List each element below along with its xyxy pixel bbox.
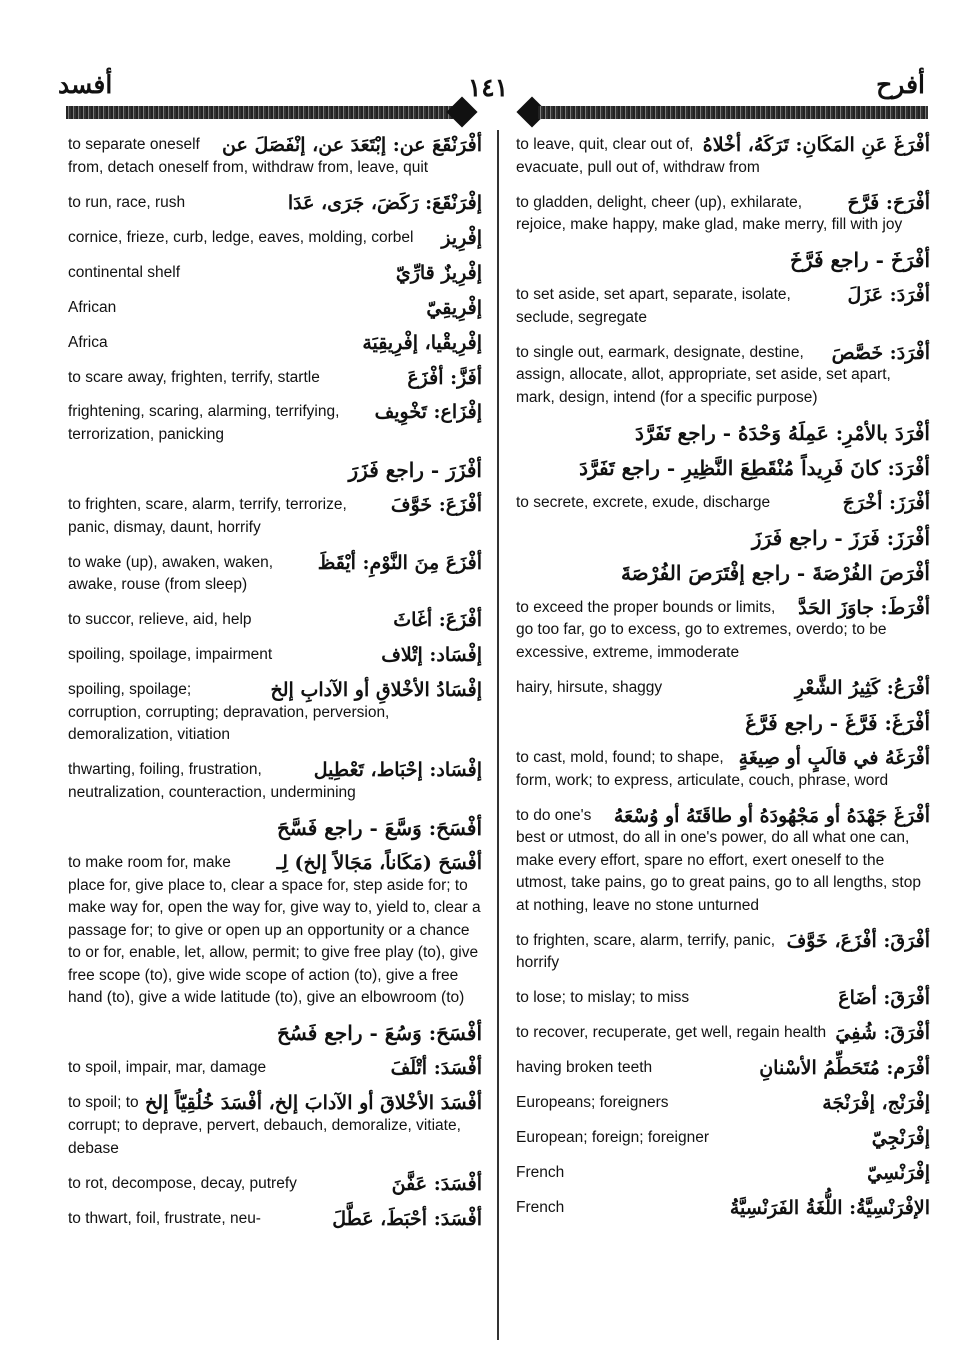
dictionary-entry <box>516 192 930 237</box>
english-definition: to do one's best or utmost, do all in one's power, do all what one can, make every effort, spare no effort, exert oneself to the utmost, take pains, go to great pains, go to all lengths, stop at nothing, leave no stone unturned <box>516 806 921 914</box>
english-definition: hairy, hirsute, shaggy <box>516 678 663 696</box>
english-definition: to make room for, make place for, give place to, clear a space for, step aside for; to make way for, open the way for, give way to, yield to, clear a passage for; to give or open up an opportunity or a chance to or for, enable, let, allow, permit; to give free play (to), give free scope (to), give wide scope of action (to), give a free hand (to), give a wide latitude (to), give an elbowroom (to) <box>68 853 481 1007</box>
dictionary-entry <box>68 1208 482 1231</box>
english-definition: French <box>516 1199 565 1217</box>
dictionary-entry <box>516 342 930 410</box>
english-definition: to frighten, scare, alarm, terrify, terrorize, panic, dismay, daunt, horrify <box>68 496 347 536</box>
arabic-headword: أفْرَغَهُ في قالَبٍ أو صِيغَةٍ <box>738 746 930 769</box>
arabic-headword: إفْرَنْسِيّ <box>867 1162 930 1185</box>
arabic-headword: أفْرَقَ: شُفِيَ <box>835 1022 930 1045</box>
arabic-headword: أفْزَرَ - راجع فَزَرَ <box>348 458 482 483</box>
arabic-headword: أفْسَحَ: وَسَّعَ - راجع فَسَّحَ <box>277 815 482 840</box>
header-rule-left <box>66 106 458 119</box>
left-column <box>68 134 482 1243</box>
english-definition: to spoil, impair, mar, damage <box>68 1059 267 1077</box>
arabic-headword: أفْرَزَ: فَرَزَ - راجع فَرَزَ <box>751 525 930 550</box>
dictionary-entry <box>516 987 930 1010</box>
page-number: ١٤١ <box>467 73 509 102</box>
dictionary-entry <box>68 494 482 539</box>
arabic-headword: إفْرَنْجِيّ <box>871 1127 930 1150</box>
english-definition: continental shelf <box>68 263 181 281</box>
english-definition: cornice, frieze, curb, ledge, eaves, molding, corbel <box>68 228 414 246</box>
arabic-headword: أفْرَصَ الفُرْصَةَ - راجع إفْتَرَصَ الفُرْصَةَ <box>620 560 930 585</box>
arabic-headword: إفْرِيزٌ قارِّيّ <box>395 261 482 284</box>
dictionary-entry <box>516 134 930 179</box>
arabic-headword: أفْزَعَ مِنَ النَّوْمِ: أيْقَظَ <box>317 551 482 574</box>
dictionary-entry <box>68 1057 482 1080</box>
arabic-headword: أفْرَزَ: أخْرَجَ <box>842 491 930 514</box>
guide-word-left: أفسد <box>58 70 113 99</box>
arabic-headword: أفْسَدَ: أتْلَفَ <box>390 1057 482 1080</box>
dictionary-entry <box>516 1162 930 1185</box>
arabic-headword: أفْرَقَ: أفْزَعَ، خَوَّفَ <box>786 929 930 952</box>
dictionary-entry <box>516 747 930 792</box>
dictionary-entry <box>516 527 930 550</box>
arabic-headword: أفْرَحَ: فَرَّحَ <box>847 191 930 214</box>
dictionary-entry <box>516 284 930 329</box>
arabic-headword: أفْرَعُ: كَثِيرُ الشَّعْرِ <box>794 676 930 699</box>
arabic-headword: إفْسَادُ الأخْلاقِ أو الآدابِ إلخ <box>270 679 482 702</box>
dictionary-entry <box>68 644 482 667</box>
dictionary-entry <box>516 249 930 272</box>
arabic-headword: أفْرَدَ: خَصَّصَ <box>831 341 930 364</box>
arabic-headword: إفْرَنْج، إفْرَنْجَة <box>822 1092 930 1115</box>
english-definition: Europeans; foreigners <box>516 1094 669 1112</box>
arabic-headword: أفْرَدَ بالأمْرِ: عَمِلَهُ وَحْدَهُ - راجع تَفَرَّدَ <box>634 420 930 445</box>
guide-word-right: أفرح <box>876 70 925 99</box>
dictionary-entry <box>68 192 482 215</box>
dictionary-entry <box>68 1022 482 1045</box>
arabic-headword: أفْرَطَ: جاوَزَ الحَدَّ <box>798 596 930 619</box>
english-definition: to gladden, delight, cheer (up), exhilarate, rejoice, make happy, make glad, make merry, fill with joy <box>516 193 903 234</box>
arabic-headword: أفْرَغَ: فَرَّغَ - راجع فَرَّغَ <box>745 710 930 735</box>
english-definition: frightening, scaring, alarming, terrifying, terrorization, panicking <box>68 403 340 444</box>
dictionary-entry <box>68 401 482 446</box>
english-definition: French <box>516 1164 565 1182</box>
dictionary-entry <box>516 492 930 515</box>
arabic-headword: أفْزَعَ: أغَاثَ <box>393 609 482 632</box>
english-definition: to scare away, frighten, terrify, startle <box>68 368 320 386</box>
arabic-headword: أفْرَدَ: كانَ فَرِيداً مُنْقَطِعَ النَّظِيرِ - راجع تَفَرَّدَ <box>579 455 930 480</box>
arabic-headword: إفْسَاد: إتْلاف <box>381 644 482 667</box>
english-definition: to cast, mold, found; to shape, form, work; to express, articulate, couch, phrase, word <box>516 748 889 789</box>
arabic-headword: أفْرَم: مُتَحَطِّمُ الأسْنانِ <box>759 1057 930 1080</box>
dictionary-entry <box>68 759 482 804</box>
dictionary-entry <box>68 852 482 1010</box>
dictionary-entry <box>516 457 930 480</box>
arabic-headword: إفْزَاع: تَخْوِيف <box>374 401 482 424</box>
english-definition: spoiling, spoilage, impairment <box>68 646 273 664</box>
english-definition: thwarting, foiling, frustration, neutralization, counteraction, undermining <box>68 761 356 801</box>
arabic-headword: أفْرَدَ: عَزَلَ <box>847 284 930 307</box>
arabic-headword: إفْرِيقْيا، إفْرِيقِيَة <box>362 331 482 354</box>
arabic-headword: إفْرَنْقَعَ: رَكَضَ، جَرَى، عَدَا <box>287 191 482 214</box>
arabic-headword: أفْسَدَ: أحْبَطَ، عَطَّلَ <box>332 1207 482 1230</box>
english-definition: having broken teeth <box>516 1059 653 1077</box>
english-definition: to recover, recuperate, get well, regain health <box>516 1024 827 1042</box>
dictionary-entry <box>516 422 930 445</box>
dictionary-entry <box>68 1092 482 1160</box>
dictionary-entry <box>68 552 482 597</box>
arabic-headword: أفْرَنْقَعَ عن: إبْتَعَدَ عن، إنْفَصَلَ عن <box>222 134 482 156</box>
arabic-headword: أفْرَغَ جَهْدَهُ أو مَجْهُودَهُ أو طاقَتَهُ أو وُسْعَهُ <box>613 804 930 827</box>
dictionary-entry <box>68 1173 482 1196</box>
english-definition: African <box>68 298 117 316</box>
arabic-headword: الإفْرَنْسِيَّةُ: اللُّغَةُ الفَرَنْسِيَّةُ <box>729 1197 930 1220</box>
arabic-headword: أفْرَخَ - راجع فَرَّخَ <box>790 248 930 273</box>
arabic-headword: أفْرَقَ: أضَاعَ <box>838 987 930 1010</box>
english-definition: to frighten, scare, alarm, terrify, panic, horrify <box>516 931 776 972</box>
arabic-headword: أفْسَحَ (مَكَاناً، مَجَالاً إلخ) لِـ <box>276 851 482 874</box>
arabic-headword: أفْسَدَ الأخْلاقَ أو الآدابَ إلخ، أفْسَدَ خُلُقِيّاً إلخ <box>145 1092 482 1115</box>
dictionary-entry <box>68 332 482 355</box>
dictionary-entry <box>516 930 930 975</box>
english-definition: to spoil; to corrupt; to deprave, pervert, debauch, demoralize, vitiate, debase <box>68 1094 461 1157</box>
arabic-headword: إفْرِيقِيّ <box>426 296 482 319</box>
dictionary-entry <box>68 679 482 747</box>
arabic-headword: أفْسَدَ: عَفَّنَ <box>391 1172 482 1195</box>
english-definition: to separate oneself from, detach oneself from, withdraw from, leave, quit <box>68 136 429 176</box>
english-definition: to single out, earmark, designate, destine, assign, allocate, allot, appropriate, set aside, set apart, mark, design, intend (for a specific purpose) <box>516 343 891 406</box>
dictionary-entry <box>68 609 482 632</box>
dictionary-entry <box>68 367 482 390</box>
arabic-headword: أفْرَغَ عَنِ المَكَانِ: تَرَكَهُ، أخْلاهُ <box>702 134 930 156</box>
dictionary-entry <box>516 1022 930 1045</box>
english-definition: to set aside, set apart, separate, isolate, seclude, segregate <box>516 286 791 326</box>
dictionary-entry <box>516 712 930 735</box>
dictionary-entry <box>68 297 482 320</box>
dictionary-entry <box>516 597 930 665</box>
dictionary-entry <box>68 134 482 179</box>
english-definition: to thwart, foil, frustrate, neu- <box>68 1209 261 1227</box>
english-definition: to exceed the proper bounds or limits, go too far, go to excess, go to extremes, overdo; to be excessive, extreme, immoderate <box>516 598 887 661</box>
right-column <box>516 134 930 1232</box>
arabic-headword: أفْسَحَ: وَسُعَ - راجع فَسُحَ <box>277 1021 482 1046</box>
arabic-headword: إفْرِيز <box>441 226 482 249</box>
dictionary-entry <box>68 262 482 285</box>
english-definition: to rot, decompose, decay, putrefy <box>68 1174 297 1192</box>
english-definition: to run, race, rush <box>68 193 186 211</box>
dictionary-entry <box>516 562 930 585</box>
arabic-headword: إفْسَاد: إحْبَاط، تَعْطِيل <box>313 759 482 782</box>
arabic-headword: أفَزَّ: أفْزَعَ <box>407 366 482 389</box>
dictionary-entry <box>68 459 482 482</box>
header-rule-right <box>538 106 928 119</box>
dictionary-entry <box>68 817 482 840</box>
dictionary-entry <box>68 227 482 250</box>
dictionary-entry <box>516 1127 930 1150</box>
dictionary-entry <box>516 805 930 918</box>
dictionary-entry <box>516 677 930 700</box>
english-definition: to lose; to mislay; to miss <box>516 989 690 1007</box>
english-definition: to secrete, excrete, exude, discharge <box>516 493 771 511</box>
dictionary-entry <box>516 1092 930 1115</box>
english-definition: spoiling, spoilage; corruption, corrupting; depravation, perversion, demoralization, vitiation <box>68 681 390 744</box>
dictionary-entry <box>516 1057 930 1080</box>
arabic-headword: أفْزَعَ: خَوَّفَ <box>390 494 482 517</box>
english-definition: to wake (up), awaken, waken, awake, rouse (from sleep) <box>68 553 274 594</box>
dictionary-entry <box>516 1197 930 1220</box>
english-definition: to leave, quit, clear out of, evacuate, pull out of, withdraw from <box>516 136 760 176</box>
column-divider <box>497 130 499 1340</box>
english-definition: to succor, relieve, aid, help <box>68 611 252 629</box>
english-definition: European; foreign; foreigner <box>516 1129 710 1147</box>
english-definition: Africa <box>68 333 108 351</box>
